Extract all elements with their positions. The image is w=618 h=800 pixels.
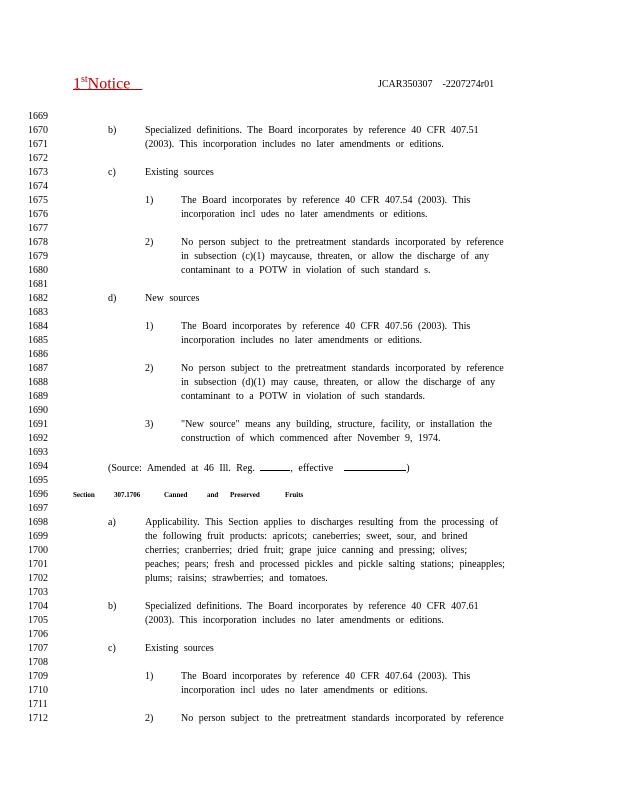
notice-superscript: st bbox=[81, 74, 88, 85]
paragraph-line: "New source" means any building, structure, facility, or installation the bbox=[181, 419, 493, 430]
subheading: Existing sources bbox=[145, 167, 214, 178]
paragraph-line: contaminant to a POTW in violation of such standards. bbox=[181, 391, 426, 402]
line-number: 1671 bbox=[28, 139, 48, 150]
item-label: c) bbox=[108, 643, 116, 654]
section-title-word: Fruits bbox=[285, 491, 304, 499]
line-number: 1711 bbox=[28, 699, 48, 710]
line-number: 1712 bbox=[28, 713, 48, 724]
line-number: 1689 bbox=[28, 391, 48, 402]
line-number: 1683 bbox=[28, 307, 48, 318]
line-number: 1710 bbox=[28, 685, 48, 696]
line-number: 1707 bbox=[28, 643, 48, 654]
line-number: 1674 bbox=[28, 181, 48, 192]
line-number: 1697 bbox=[28, 503, 48, 514]
subheading: Existing sources bbox=[145, 643, 214, 654]
paragraph-line: Specialized definitions. The Board incorporates by reference 40 CFR 407.51 bbox=[145, 125, 479, 136]
item-label: a) bbox=[108, 517, 116, 528]
paragraph-line: The Board incorporates by reference 40 CFR 407.64 (2003). This bbox=[181, 671, 471, 682]
paragraph-line: incorporation incl udes no later amendments or editions. bbox=[181, 685, 428, 696]
line-number: 1690 bbox=[28, 405, 48, 416]
section-title-word: Canned bbox=[164, 491, 188, 499]
item-label: 1) bbox=[145, 671, 154, 682]
line-number: 1696 bbox=[28, 489, 48, 500]
line-number: 1704 bbox=[28, 601, 48, 612]
item-label: 2) bbox=[145, 713, 154, 724]
line-number: 1694 bbox=[28, 461, 48, 472]
line-number: 1681 bbox=[28, 279, 48, 290]
item-label: 3) bbox=[145, 419, 154, 430]
paragraph-line: (2003). This incorporation includes no later amendments or editions. bbox=[145, 615, 444, 626]
line-number: 1672 bbox=[28, 153, 48, 164]
line-number: 1692 bbox=[28, 433, 48, 444]
paragraph-line: in subsection (d)(1) may cause, threaten, or allow the discharge of any bbox=[181, 377, 496, 388]
line-number: 1701 bbox=[28, 559, 48, 570]
paragraph-line: plums; raisins; strawberries; and tomatoes. bbox=[145, 573, 328, 584]
paragraph-line: The Board incorporates by reference 40 CFR 407.54 (2003). This bbox=[181, 195, 471, 206]
item-label: d) bbox=[108, 293, 117, 304]
notice-label: Notice bbox=[87, 75, 131, 93]
paragraph-line: Applicability. This Section applies to discharges resulting from the processing of bbox=[145, 517, 499, 528]
line-number: 1678 bbox=[28, 237, 48, 248]
source-note bbox=[108, 462, 410, 474]
line-number: 1686 bbox=[28, 349, 48, 360]
paragraph-line: No person subject to the pretreatment standards incorporated by reference bbox=[181, 237, 504, 248]
section-title-word: Preserved bbox=[230, 491, 260, 499]
subheading: New sources bbox=[145, 293, 200, 304]
line-number: 1706 bbox=[28, 629, 48, 640]
line-number: 1700 bbox=[28, 545, 48, 556]
paragraph-line: contaminant to a POTW in violation of such standard s. bbox=[181, 265, 431, 276]
line-number: 1702 bbox=[28, 573, 48, 584]
line-number: 1709 bbox=[28, 671, 48, 682]
line-number: 1675 bbox=[28, 195, 48, 206]
item-label: b) bbox=[108, 125, 117, 136]
line-number: 1698 bbox=[28, 517, 48, 528]
section-word: Section bbox=[73, 491, 95, 499]
paragraph-line: construction of which commenced after November 9, 1974. bbox=[181, 433, 441, 444]
line-number: 1670 bbox=[28, 125, 48, 136]
paragraph-line: cherries; cranberries; dried fruit; grape juice canning and pressing; olives; bbox=[145, 545, 468, 556]
line-number: 1679 bbox=[28, 251, 48, 262]
line-number: 1680 bbox=[28, 265, 48, 276]
effective-date-blank bbox=[344, 462, 406, 471]
line-number: 1677 bbox=[28, 223, 48, 234]
line-number: 1687 bbox=[28, 363, 48, 374]
item-label: 1) bbox=[145, 195, 154, 206]
line-number: 1684 bbox=[28, 321, 48, 332]
item-label: 1) bbox=[145, 321, 154, 332]
paragraph-line: incorporation includes no later amendments or editions. bbox=[181, 335, 422, 346]
item-label: b) bbox=[108, 601, 117, 612]
document-code: JCAR350307 -2207274r01 bbox=[378, 79, 495, 90]
line-number: 1708 bbox=[28, 657, 48, 668]
source-close: ) bbox=[406, 463, 410, 474]
paragraph-line: in subsection (c)(1) maycause, threaten, or allow the discharge of any bbox=[181, 251, 490, 262]
paragraph-line: (2003). This incorporation includes no later amendments or editions. bbox=[145, 139, 444, 150]
paragraph-line: peaches; pears; fresh and processed pickles and pickle salting stations; pineapples; bbox=[145, 559, 505, 570]
line-number: 1703 bbox=[28, 587, 48, 598]
line-number: 1676 bbox=[28, 209, 48, 220]
paragraph-line: the following fruit products: apricots; caneberries; sweet, sour, and brined bbox=[145, 531, 468, 542]
paragraph-line: No person subject to the pretreatment standards incorporated by reference bbox=[181, 363, 504, 374]
line-number: 1685 bbox=[28, 335, 48, 346]
item-label: 2) bbox=[145, 363, 154, 374]
line-number: 1705 bbox=[28, 615, 48, 626]
register-blank bbox=[260, 462, 290, 471]
notice-number: 1 bbox=[73, 75, 81, 93]
paragraph-line: Specialized definitions. The Board incorporates by reference 40 CFR 407.61 bbox=[145, 601, 479, 612]
source-effective: , effective bbox=[290, 463, 334, 474]
line-number: 1669 bbox=[28, 111, 48, 122]
source-prefix: (Source: Amended at 46 Ill. Reg. bbox=[108, 463, 255, 474]
paragraph-line: No person subject to the pretreatment standards incorporated by reference bbox=[181, 713, 504, 724]
line-number: 1688 bbox=[28, 377, 48, 388]
section-title-word: and bbox=[207, 491, 219, 499]
line-number: 1693 bbox=[28, 447, 48, 458]
section-number: 307.1706 bbox=[114, 491, 141, 499]
item-label: 2) bbox=[145, 237, 154, 248]
line-number: 1691 bbox=[28, 419, 48, 430]
line-number: 1695 bbox=[28, 475, 48, 486]
line-number: 1682 bbox=[28, 293, 48, 304]
line-number: 1673 bbox=[28, 167, 48, 178]
notice-title bbox=[73, 74, 142, 93]
paragraph-line: incorporation incl udes no later amendments or editions. bbox=[181, 209, 428, 220]
item-label: c) bbox=[108, 167, 116, 178]
line-number: 1699 bbox=[28, 531, 48, 542]
paragraph-line: The Board incorporates by reference 40 CFR 407.56 (2003). This bbox=[181, 321, 471, 332]
